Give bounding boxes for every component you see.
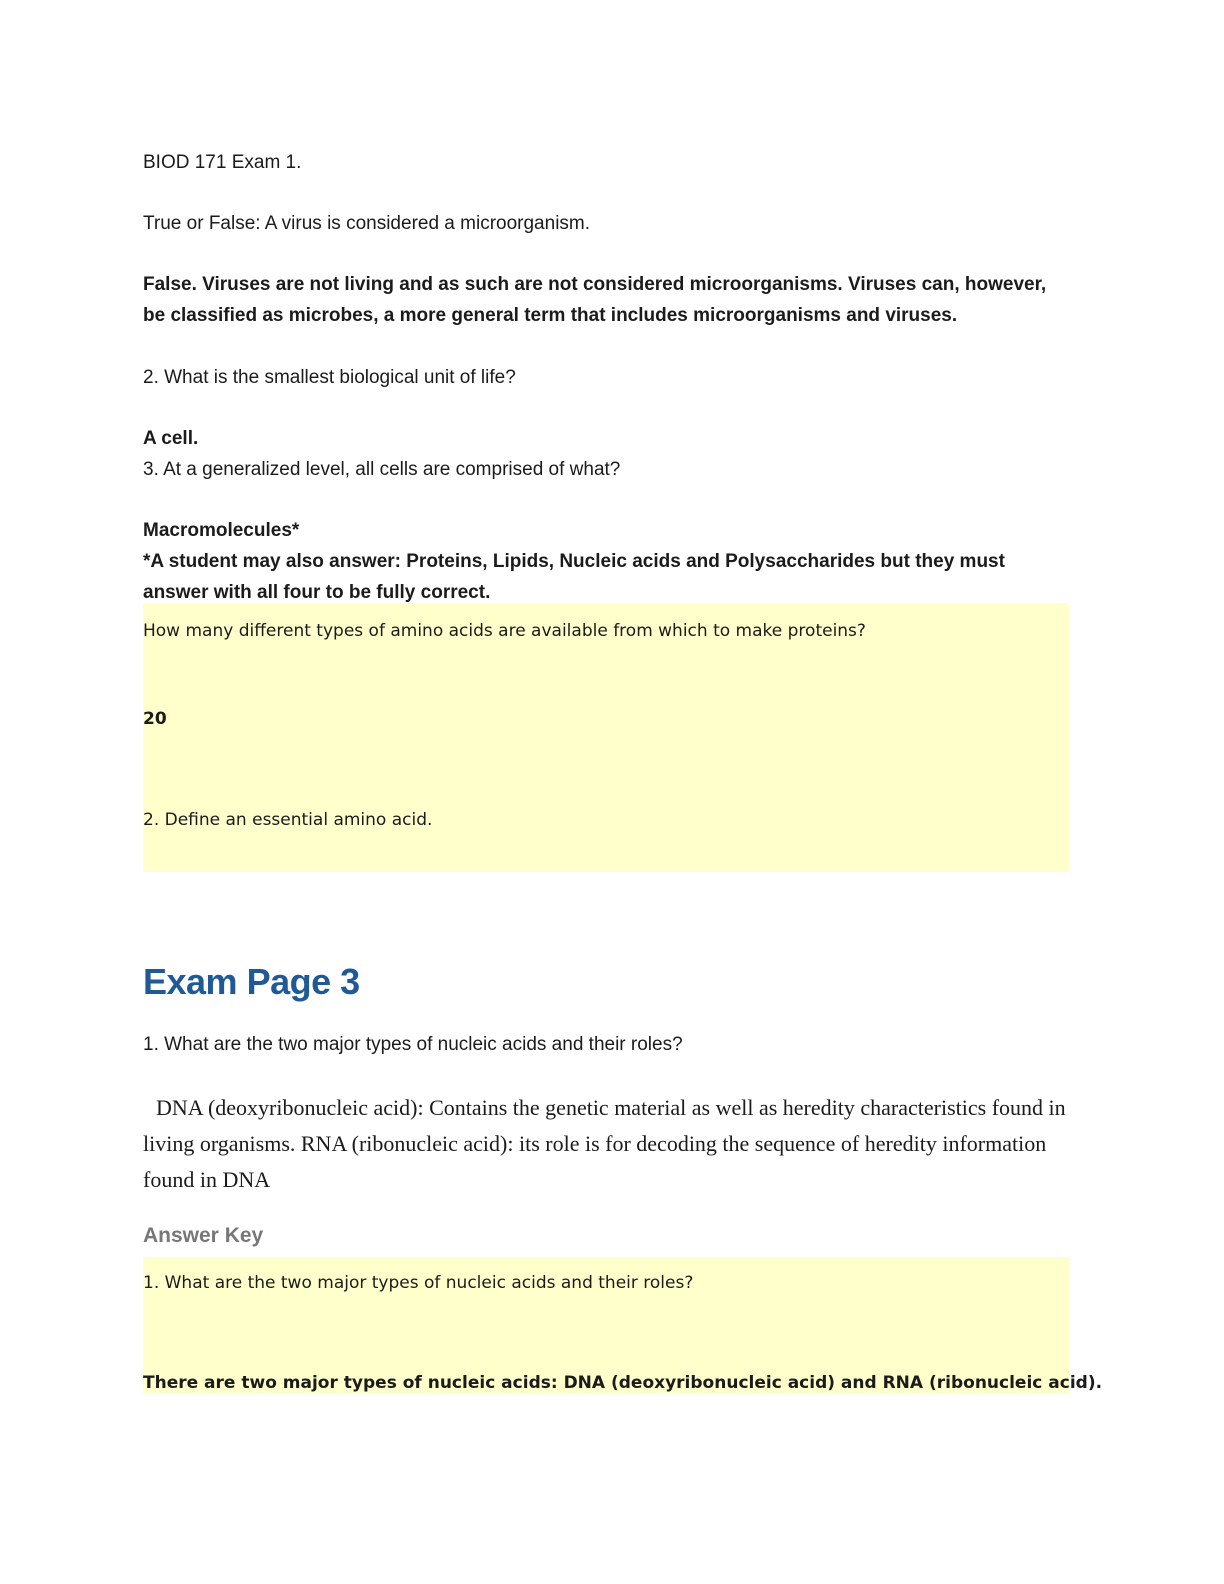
highlight-question: How many different types of amino acids are available from which to make proteins? bbox=[143, 621, 866, 641]
highlight-block-answer-key bbox=[143, 1257, 1103, 1394]
question-1: True or False: A virus is considered a microorganism. bbox=[143, 213, 591, 234]
highlight-answer: 20 bbox=[143, 709, 167, 729]
question-3: 3. At a generalized level, all cells are comprised of what? bbox=[143, 459, 621, 480]
answer-2: A cell. bbox=[143, 428, 199, 449]
answer-key-heading: Answer Key bbox=[143, 1224, 264, 1247]
section-answer: DNA (deoxyribonucleic acid): Contains the genetic material as well as heredity characteristics found in living organisms. RNA (ribonucleic acid): its role is for decoding the sequence of heredity information found in DNA bbox=[143, 1095, 1066, 1192]
answer-key-question: 1. What are the two major types of nucleic acids and their roles? bbox=[143, 1273, 694, 1293]
question-2: 2. What is the smallest biological unit of life? bbox=[143, 367, 516, 388]
highlight-next-question: 2. Define an essential amino acid. bbox=[143, 810, 433, 830]
section-question: 1. What are the two major types of nucleic acids and their roles? bbox=[143, 1034, 683, 1055]
section-heading: Exam Page 3 bbox=[143, 961, 360, 1002]
document-title: BIOD 171 Exam 1. bbox=[143, 152, 302, 173]
highlight-block-amino-acids bbox=[143, 603, 1069, 872]
answer-3-note: *A student may also answer: Proteins, Lipids, Nucleic acids and Polysaccharides but they must answer with all four to be fully correct. bbox=[143, 551, 1005, 603]
answer-key-answer: There are two major types of nucleic acids: DNA (deoxyribonucleic acid) and RNA (ribonucleic acid). bbox=[143, 1373, 1103, 1393]
answer-3: Macromolecules* bbox=[143, 520, 300, 541]
answer-1: False. Viruses are not living and as such are not considered microorganisms. Viruses can, however, be classified as microbes, a more general term that includes microorganisms and viruses. bbox=[143, 274, 1047, 326]
